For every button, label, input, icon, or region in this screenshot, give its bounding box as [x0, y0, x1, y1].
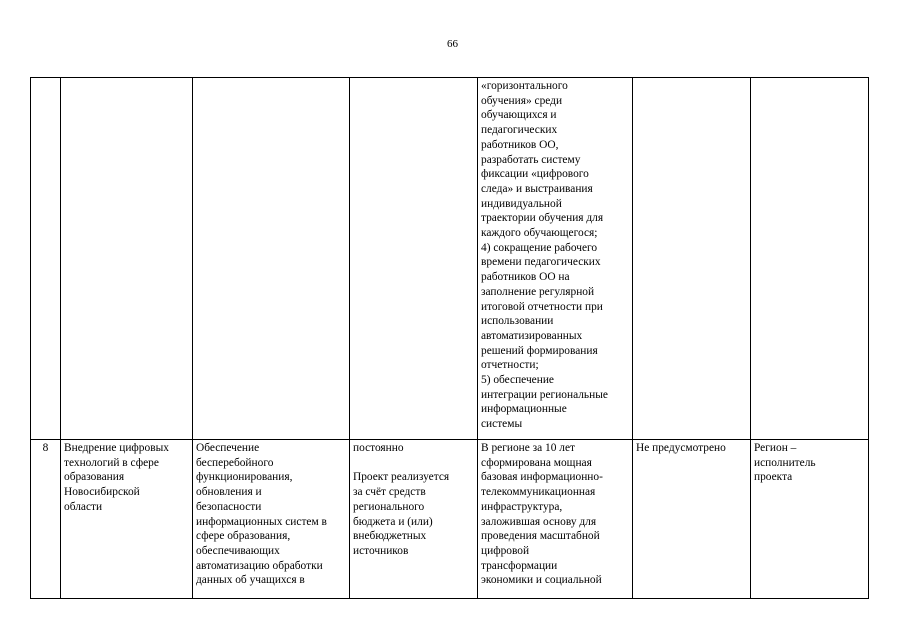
- text-line: телекоммуникационная: [481, 486, 596, 499]
- text-line: следа» и выстраивания: [481, 182, 593, 195]
- text-line: инфраструктура,: [481, 500, 563, 513]
- text-line: работников ОО на: [481, 271, 570, 284]
- table-row-8: [31, 440, 869, 599]
- text-line: проведения масштабной: [481, 530, 600, 543]
- text-line: регионального: [353, 500, 425, 513]
- text-line: использовании: [481, 315, 554, 328]
- cell-number: [31, 78, 61, 440]
- cell-content: [193, 440, 350, 599]
- text-line: отчетности;: [481, 359, 539, 372]
- text-line: постоянно: [353, 442, 404, 454]
- cell-results: [478, 78, 633, 440]
- text-line: экономики и социальной: [481, 574, 602, 587]
- document-table: [30, 77, 869, 599]
- text-line: Регион –: [754, 442, 797, 454]
- text-line: Новосибирской: [64, 486, 140, 499]
- cell-direction: [61, 440, 193, 599]
- text-line: автоматизированных: [481, 329, 583, 342]
- text-line: заполнение регулярной: [481, 285, 595, 298]
- text-line: «горизонтального: [481, 80, 568, 92]
- text-line: обновления и: [196, 486, 262, 499]
- text-line: трансформации: [481, 559, 558, 572]
- cell-number: 8: [31, 440, 61, 599]
- cell-financing: [633, 78, 751, 440]
- text-line: безопасности: [196, 500, 262, 513]
- cell-financing: [633, 440, 751, 599]
- table-row-continuation: [31, 78, 869, 440]
- text-line: Внедрение цифровых: [64, 442, 169, 454]
- text-line: данных об учащихся в: [196, 574, 305, 587]
- text-line: за счёт средств: [353, 486, 426, 499]
- spacer: [353, 456, 474, 471]
- page-number: 66: [447, 38, 458, 50]
- text-line: решений формирования: [481, 344, 598, 357]
- cell-content: [193, 78, 350, 440]
- text-line: области: [64, 500, 103, 513]
- text-line: обучения» среди: [481, 94, 563, 107]
- text-line: Обеспечение: [196, 442, 260, 454]
- cell-period: [350, 440, 478, 599]
- text-line: образования: [64, 471, 125, 484]
- text-line: бесперебойного: [196, 456, 274, 469]
- text-line: источников: [353, 544, 409, 557]
- text-line: итоговой отчетности при: [481, 300, 603, 313]
- text-line: сформирована мощная: [481, 456, 592, 469]
- text-line: внебюджетных: [353, 530, 427, 543]
- text-line: интеграции региональные: [481, 388, 608, 401]
- text-line: технологий в сфере: [64, 456, 159, 469]
- text-line: заложившая основу для: [481, 515, 597, 528]
- text-line: Проект реализуется: [353, 471, 450, 484]
- text-line: индивидуальной: [481, 197, 562, 210]
- text-line: базовая информационно-: [481, 471, 603, 484]
- text-line: каждого обучающегося;: [481, 227, 598, 240]
- text-line: бюджета и (или): [353, 515, 433, 528]
- text-line: проекта: [754, 471, 793, 484]
- text-line: цифровой: [481, 544, 530, 557]
- cell-results: [478, 440, 633, 599]
- text-line: педагогических: [481, 124, 558, 137]
- text-line: фиксации «цифрового: [481, 168, 589, 181]
- text-line: информационные: [481, 403, 567, 416]
- text-line: сфере образования,: [196, 530, 291, 543]
- text-line: функционирования,: [196, 471, 293, 484]
- text-line: работников ОО,: [481, 138, 559, 151]
- text-line: траектории обучения для: [481, 212, 604, 225]
- text-line: 5) обеспечение: [481, 374, 554, 387]
- text-line: системы: [481, 418, 523, 431]
- text-line: В регионе за 10 лет: [481, 442, 576, 454]
- cell-responsible: [751, 440, 869, 599]
- text-line: разработать систему: [481, 153, 581, 166]
- text-line: информационных систем в: [196, 515, 327, 528]
- text-line: обучающихся и: [481, 109, 557, 122]
- text-line: Не предусмотрено: [636, 442, 726, 454]
- cell-responsible: [751, 78, 869, 440]
- text-line: исполнитель: [754, 456, 816, 469]
- text-line: времени педагогических: [481, 256, 601, 269]
- cell-period: [350, 78, 478, 440]
- text-line: 4) сокращение рабочего: [481, 241, 598, 254]
- text-line: обеспечивающих: [196, 544, 280, 557]
- text-line: автоматизацию обработки: [196, 559, 323, 572]
- cell-direction: [61, 78, 193, 440]
